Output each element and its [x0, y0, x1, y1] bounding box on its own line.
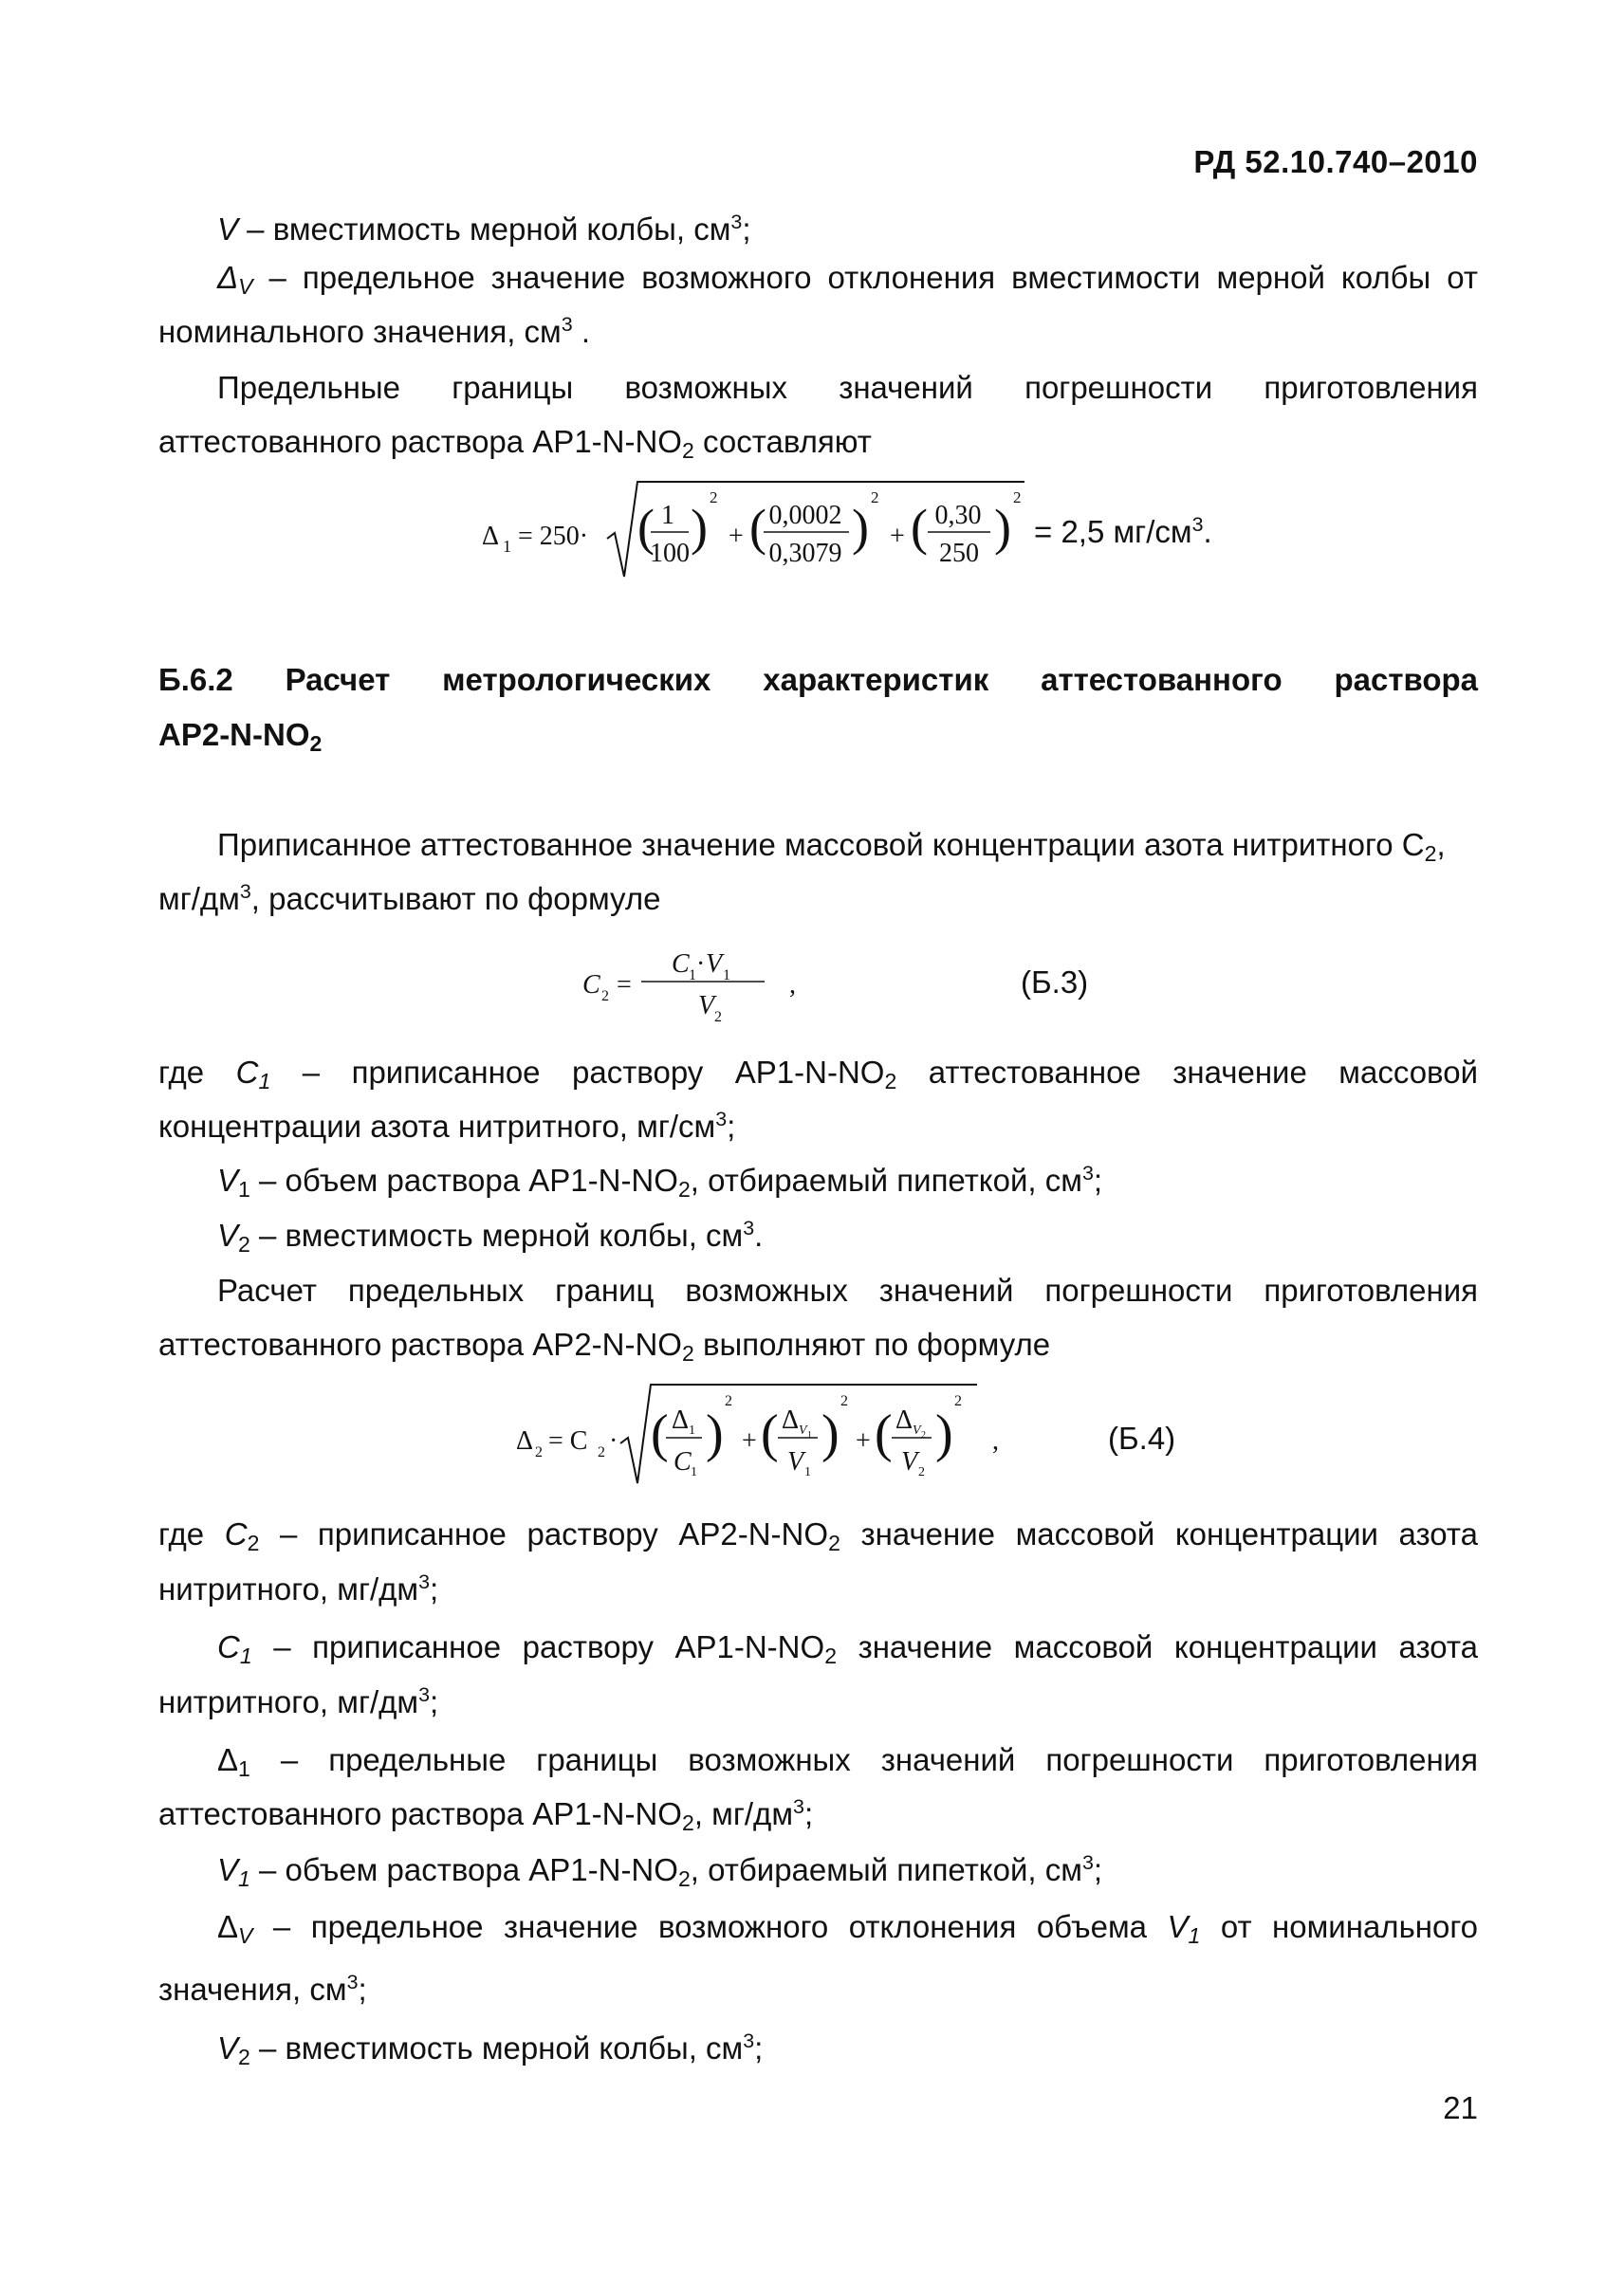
formula-c2: [579, 934, 825, 1029]
svg-text:1: 1: [689, 1424, 695, 1438]
formula-c2-svg: [579, 934, 825, 1029]
svg-text:V: V: [901, 1447, 918, 1477]
svg-text:Δ: Δ: [895, 1405, 914, 1435]
svg-text:,: ,: [789, 970, 796, 1000]
svg-text:(: (: [911, 499, 928, 556]
svg-text:V: V: [799, 1424, 807, 1438]
svg-text:V: V: [706, 949, 723, 979]
text-line: $мг/дм^3$, рассчитывают по формуле: [158, 880, 661, 916]
svg-text:): ): [821, 1405, 840, 1463]
svg-text:1: 1: [807, 1430, 812, 1441]
page-number: 21: [1443, 2090, 1478, 2125]
svg-text:=: =: [617, 970, 632, 1000]
formula-delta2: [512, 1373, 1024, 1497]
text-line: $V_2$ – вместимость мерной колбы, $см^3$.: [217, 1217, 764, 1257]
svg-text:2: 2: [710, 488, 718, 506]
svg-text:(: (: [761, 1405, 779, 1463]
svg-text:C: C: [672, 949, 690, 979]
svg-text:250: 250: [939, 539, 979, 568]
svg-text:100: 100: [650, 539, 690, 568]
svg-text:+: +: [742, 1426, 757, 1456]
formula-delta2-svg: [512, 1373, 1024, 1497]
svg-text:1: 1: [723, 967, 730, 983]
svg-text:C: C: [674, 1447, 692, 1477]
svg-text:): ): [994, 499, 1011, 556]
svg-text:+: +: [890, 522, 905, 551]
svg-text:2: 2: [954, 1393, 962, 1409]
section-heading: $АР2-N-NO_2$: [158, 717, 323, 756]
svg-text:(: (: [651, 1405, 669, 1463]
equation-number: (Б.4): [1108, 1421, 1176, 1456]
svg-text:2: 2: [840, 1393, 848, 1409]
text-line: концентрации азота нитритного, $мг/см^3$;: [158, 1108, 736, 1144]
svg-text:1: 1: [804, 1465, 811, 1479]
svg-text:= 250·: = 250·: [518, 522, 589, 551]
svg-text:(: (: [875, 1405, 893, 1463]
text-line: Приписанное аттестованное значение массовой концентрации азота нитритного $С_2$,: [217, 827, 1446, 866]
svg-text:Δ: Δ: [672, 1405, 690, 1435]
svg-text:(: (: [637, 499, 655, 556]
text-line: где $С_2$ – приписанное раствору $АР2-N-NO_2$ значение массовой концентрации азота: [158, 1516, 1478, 1555]
svg-text:2: 2: [921, 1430, 926, 1441]
text-line: $С_1$ – приписанное раствору $АР1-N-NO_2$ значение массовой концентрации азота: [217, 1629, 1478, 1668]
svg-text:V: V: [913, 1424, 921, 1438]
svg-text:2: 2: [714, 1009, 722, 1025]
text-line: $V_1$ – объем раствора $АР1-N-NO_2$, отбираемый пипеткой, $см^3$;: [217, 1851, 1103, 1891]
svg-text:,: ,: [992, 1426, 999, 1456]
svg-text:): ): [706, 1405, 724, 1463]
svg-text:·: ·: [696, 949, 706, 979]
svg-text:+: +: [729, 522, 744, 551]
svg-text:2: 2: [598, 1444, 605, 1460]
svg-text:= C: = C: [548, 1426, 588, 1456]
equation-number: (Б.3): [1021, 964, 1089, 1000]
svg-text:2: 2: [871, 488, 879, 506]
text-line: Расчет предельных границ возможных значений погрешности приготовления: [217, 1273, 1478, 1308]
svg-text:(: (: [749, 499, 766, 556]
text-line: аттестованного раствора $АР1-N-NO_2$ составляют: [158, 424, 872, 463]
text-line: $\Delta_V$ – предельное значение возможного отклонения вместимости мерной колбы от: [217, 260, 1478, 299]
svg-text:2: 2: [918, 1465, 925, 1479]
text-line: аттестованного раствора $АР1-N-NO_2$, $мг/дм^3$;: [158, 1795, 814, 1835]
text-line: $V_2$ – вместимость мерной колбы, $см^3$;: [217, 2030, 764, 2069]
formula-delta1: [474, 472, 1233, 586]
svg-text:·: ·: [609, 1426, 618, 1456]
svg-text:+: +: [856, 1426, 871, 1456]
svg-text:): ): [935, 1405, 953, 1463]
text-line: нитритного, $мг/дм^3$;: [158, 1683, 439, 1719]
svg-text:V: V: [698, 991, 715, 1020]
svg-text:): ): [852, 499, 869, 556]
svg-text:C: C: [582, 970, 600, 1000]
svg-text:0,30: 0,30: [934, 501, 982, 530]
text-line: V – вместимость мерной колбы, $см^3$;: [217, 211, 751, 247]
svg-text:2: 2: [535, 1444, 543, 1460]
text-line: где $С_1$ – приписанное раствору $АР1-N-NO_2$ аттестованное значение массовой: [158, 1055, 1479, 1093]
text-line: значения, $см^3$;: [158, 1971, 367, 2007]
svg-text:2: 2: [1013, 488, 1022, 506]
svg-text:0,3079: 0,3079: [768, 539, 842, 568]
formula-delta1-result: = 2,5 $мг/см^3$.: [1034, 513, 1212, 549]
svg-text:1: 1: [691, 1465, 697, 1479]
svg-text:Δ: Δ: [782, 1405, 800, 1435]
svg-text:0,0002: 0,0002: [768, 501, 842, 530]
text-line: нитритного, $мг/дм^3$;: [158, 1570, 439, 1607]
text-line: номинального значения, $см^3$ .: [158, 313, 590, 349]
text-line: $\Delta_1$ – предельные границы возможных значений погрешности приготовления: [217, 1742, 1478, 1781]
svg-text:2: 2: [725, 1393, 732, 1409]
text-line: $\Delta_V$ – предельное значение возможного отклонения объема $V_1$ от номинального: [217, 1909, 1478, 1948]
text-line: аттестованного раствора $АР2-N-NO_2$ выполняют по формуле: [158, 1327, 1051, 1366]
svg-text:Δ: Δ: [482, 522, 500, 551]
svg-text:): ): [691, 499, 708, 556]
svg-text:1: 1: [503, 537, 511, 556]
svg-text:2: 2: [601, 988, 609, 1004]
svg-text:V: V: [787, 1447, 804, 1477]
text-line: $V_1$ – объем раствора $АР1-N-NO_2$, отбираемый пипеткой, $см^3$;: [217, 1162, 1103, 1202]
section-heading: Б.6.2 Расчет метрологических характеристик аттестованного раствора: [158, 662, 1478, 697]
svg-text:Δ: Δ: [516, 1426, 534, 1456]
svg-text:1: 1: [689, 967, 696, 983]
document-header: РД 52.10.740–2010: [1193, 144, 1478, 179]
svg-text:1: 1: [661, 501, 674, 530]
text-line: Предельные границы возможных значений погрешности приготовления: [217, 370, 1478, 405]
